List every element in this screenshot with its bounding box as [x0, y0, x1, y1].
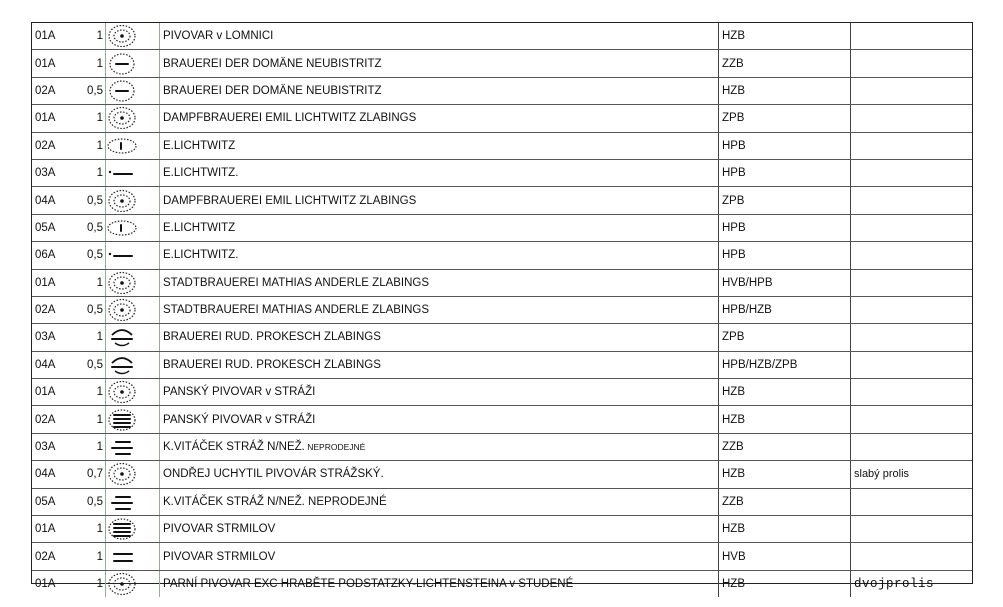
note-cell	[851, 77, 973, 104]
stamp-cell	[106, 406, 160, 433]
brewery-name-cell	[160, 50, 719, 77]
brewery-name: BRAUEREI DER DOMÄNE NEUBISTRITZ	[163, 57, 382, 70]
table-row	[32, 50, 972, 77]
brewery-name: PIVOVAR v LOMNICI	[163, 30, 274, 43]
round-dotted-stamp-icon	[106, 24, 159, 48]
round-dotted-stamp-icon	[106, 271, 159, 295]
stamp-cell	[106, 461, 160, 488]
type-cell: HPB	[719, 242, 851, 269]
catalog-sheet	[31, 22, 973, 591]
brewery-name: E.LICHTWITZ	[163, 221, 236, 234]
stamp-cell	[106, 488, 160, 515]
table-row	[32, 406, 972, 433]
table-row	[32, 242, 972, 269]
code-cell: 04A	[32, 461, 70, 488]
code-cell: 06A	[32, 242, 70, 269]
arc-stamp-icon	[106, 325, 159, 349]
brewery-name: E.LICHTWITZ.	[163, 167, 239, 180]
brewery-name: PIVOVAR STRMILOV	[163, 550, 276, 563]
brewery-name-cell	[160, 516, 719, 543]
brewery-name-cell	[160, 269, 719, 296]
brewery-name-cell	[160, 23, 719, 50]
code-cell: 03A	[32, 433, 70, 460]
type-cell: HPB	[719, 159, 851, 186]
code-cell: 02A	[32, 543, 70, 570]
table-row	[32, 23, 972, 50]
code-cell: 01A	[32, 105, 70, 132]
quantity-cell: 0,5	[70, 77, 106, 104]
note-cell	[851, 50, 973, 77]
code-cell: 01A	[32, 269, 70, 296]
brewery-name-cell	[160, 570, 719, 597]
quantity-cell: 1	[70, 50, 106, 77]
type-cell: HVB	[719, 543, 851, 570]
quantity-cell: 0,7	[70, 461, 106, 488]
table-row	[32, 296, 972, 323]
lines-stamp-icon	[106, 490, 159, 514]
code-cell: 05A	[32, 488, 70, 515]
note-cell	[851, 242, 973, 269]
quantity-cell: 1	[70, 23, 106, 50]
line-stamp-icon	[106, 161, 159, 185]
round-dotted-stamp-icon	[106, 462, 159, 486]
oval-stamp-icon	[106, 79, 159, 103]
code-cell: 01A	[32, 50, 70, 77]
striped-oval-stamp-icon	[106, 408, 159, 432]
brewery-name: STADTBRAUEREI MATHIAS ANDERLE ZLABINGS	[163, 276, 430, 289]
stamp-cell	[106, 214, 160, 241]
note-cell	[851, 488, 973, 515]
oval-stamp-icon	[106, 52, 159, 76]
quantity-cell: 0,5	[70, 296, 106, 323]
code-cell: 02A	[32, 132, 70, 159]
stamp-cell	[106, 543, 160, 570]
stamp-cell	[106, 351, 160, 378]
quantity-cell: 1	[70, 379, 106, 406]
type-cell: HZB	[719, 77, 851, 104]
stamp-cell	[106, 433, 160, 460]
note-cell: slabý prolis	[851, 461, 973, 488]
table-row	[32, 488, 972, 515]
oval-dotted-stamp-icon	[106, 216, 159, 240]
quantity-cell: 1	[96, 578, 103, 590]
type-cell: HPB/HZB/ZPB	[719, 351, 851, 378]
arc-stamp-icon	[106, 353, 159, 377]
quantity-cell: 0,5	[70, 187, 106, 214]
note-cell	[851, 23, 973, 50]
type-cell: HZB	[719, 406, 851, 433]
code-cell: 03A	[32, 324, 70, 351]
table-row	[32, 379, 972, 406]
quantity-cell: 1	[70, 269, 106, 296]
type-cell: ZPB	[719, 187, 851, 214]
round-dotted-stamp-icon	[106, 189, 159, 213]
stamp-cell	[106, 516, 160, 543]
note-cell	[851, 159, 973, 186]
code-cell: 02A	[32, 77, 70, 104]
brewery-name: K.VITÁČEK STRÁŽ N/NEŽ. NEPRODEJNÉ	[163, 495, 387, 508]
quantity-cell: 0,5	[70, 351, 106, 378]
quantity-cell: 1	[70, 516, 106, 543]
brewery-name-cell	[160, 461, 719, 488]
table-row	[32, 269, 972, 296]
type-cell: HZB	[719, 516, 851, 543]
quantity-cell: 1	[70, 105, 106, 132]
stamp-cell	[106, 324, 160, 351]
stamp-cell	[106, 570, 160, 597]
round-dotted-stamp-icon	[106, 298, 159, 322]
note-cell	[851, 269, 973, 296]
brewery-name-cell	[160, 159, 719, 186]
stamp-cell	[106, 296, 160, 323]
type-cell: HPB	[719, 132, 851, 159]
stamp-cell	[106, 50, 160, 77]
table-row	[32, 214, 972, 241]
stamp-cell	[106, 379, 160, 406]
brewery-name: BRAUEREI DER DOMÄNE NEUBISTRITZ	[163, 84, 382, 97]
table-row	[32, 77, 972, 104]
stamp-cell	[106, 187, 160, 214]
brewery-name-cell	[160, 488, 719, 515]
oval-dotted-stamp-icon	[106, 134, 159, 158]
type-cell: ZPB	[719, 324, 851, 351]
table-body	[32, 23, 972, 597]
brewery-name-cell	[160, 242, 719, 269]
table-row	[32, 187, 972, 214]
table-row	[32, 351, 972, 378]
brewery-name: BRAUEREI RUD. PROKESCH ZLABINGS	[163, 358, 381, 371]
note-cell	[851, 351, 973, 378]
brewery-name: STADTBRAUEREI MATHIAS ANDERLE ZLABINGS	[163, 304, 430, 317]
quantity-cell: 1	[70, 543, 106, 570]
quantity-cell: 0,5	[70, 214, 106, 241]
quantity-cell: 0,5	[70, 488, 106, 515]
quantity-cell: 1	[70, 132, 106, 159]
brewery-name: DAMPFBRAUEREI EMIL LICHTWITZ ZLABINGS	[163, 194, 417, 207]
type-cell: HPB/HZB	[719, 296, 851, 323]
brewery-name-cell	[160, 296, 719, 323]
brewery-name-cell	[160, 214, 719, 241]
code-cell: 04A	[32, 187, 70, 214]
table-row	[32, 516, 972, 543]
stamp-cell	[106, 269, 160, 296]
type-cell: ZZB	[719, 433, 851, 460]
quantity-cell: 1	[70, 433, 106, 460]
round-dotted-stamp-icon	[106, 572, 159, 596]
note-cell	[851, 296, 973, 323]
stamp-cell	[106, 159, 160, 186]
note-cell	[851, 214, 973, 241]
brewery-name: K.VITÁČEK STRÁŽ N/NEŽ.	[163, 441, 305, 454]
brewery-name-cell	[160, 543, 719, 570]
brewery-name-cell	[160, 379, 719, 406]
table-row	[32, 132, 972, 159]
brewery-name-cell	[160, 187, 719, 214]
quantity-cell: 1	[70, 159, 106, 186]
code-cell: 02A	[32, 406, 70, 433]
code-cell: 01A	[35, 578, 56, 590]
brewery-name: PARNÍ PIVOVAR EXC HRABĚTE PODSTATZKY-LICHTENSTEINA v STUDENÉ	[163, 578, 574, 590]
round-dotted-stamp-icon	[106, 106, 159, 130]
brewery-name-cell	[160, 132, 719, 159]
code-cell: 01A	[32, 379, 70, 406]
brewery-name-cell	[160, 433, 719, 460]
note-cell	[851, 406, 973, 433]
code-cell: 03A	[32, 159, 70, 186]
note-cell	[851, 105, 973, 132]
table-row	[32, 433, 972, 460]
note-cell	[851, 324, 973, 351]
brewery-name-cell	[160, 406, 719, 433]
striped-oval-stamp-icon	[106, 517, 159, 541]
type-cell: ZZB	[719, 50, 851, 77]
quantity-cell: 1	[70, 406, 106, 433]
brewery-name: PANSKÝ PIVOVAR v STRÁŽI	[163, 386, 316, 399]
stamp-cell	[106, 77, 160, 104]
line-stamp-icon	[106, 243, 159, 267]
type-cell: HZB	[719, 379, 851, 406]
table-row	[32, 543, 972, 570]
round-dotted-stamp-icon	[106, 380, 159, 404]
type-cell: HZB	[719, 23, 851, 50]
table-row	[32, 570, 972, 597]
type-cell: HZB	[719, 461, 851, 488]
code-cell: 01A	[32, 23, 70, 50]
stamp-cell	[106, 23, 160, 50]
brewery-name: PIVOVAR STRMILOV	[163, 523, 276, 536]
quantity-cell: 1	[70, 324, 106, 351]
note-cell	[851, 187, 973, 214]
brewery-name: DAMPFBRAUEREI EMIL LICHTWITZ ZLABINGS	[163, 112, 417, 125]
stamp-table	[32, 23, 972, 597]
two-lines-stamp-icon	[106, 545, 159, 569]
code-cell: 01A	[32, 516, 70, 543]
code-cell: 04A	[32, 351, 70, 378]
brewery-name: PANSKÝ PIVOVAR v STRÁŽI	[163, 413, 316, 426]
note-cell	[851, 379, 973, 406]
brewery-name-cell	[160, 105, 719, 132]
stamp-cell	[106, 132, 160, 159]
type-cell: HPB	[719, 214, 851, 241]
brewery-name-cell	[160, 77, 719, 104]
table-row	[32, 324, 972, 351]
note-cell	[851, 516, 973, 543]
lines-stamp-icon	[106, 435, 159, 459]
brewery-name: BRAUEREI RUD. PROKESCH ZLABINGS	[163, 331, 381, 344]
brewery-name-note: NEPRODEJNÉ	[304, 442, 366, 453]
note-cell	[851, 543, 973, 570]
type-cell: HVB/HPB	[719, 269, 851, 296]
type-cell: ZZB	[719, 488, 851, 515]
brewery-name: E.LICHTWITZ	[163, 139, 236, 152]
code-cell: 02A	[32, 296, 70, 323]
brewery-name: E.LICHTWITZ.	[163, 249, 239, 262]
stamp-cell	[106, 105, 160, 132]
table-row	[32, 105, 972, 132]
type-cell: HZB	[719, 570, 851, 597]
note-cell	[851, 132, 973, 159]
note-cell	[851, 433, 973, 460]
brewery-name-cell	[160, 351, 719, 378]
code-cell: 05A	[32, 214, 70, 241]
note-cell: dvojprolis	[851, 570, 973, 597]
stamp-cell	[106, 242, 160, 269]
table-row	[32, 461, 972, 488]
table-row	[32, 159, 972, 186]
brewery-name: ONDŘEJ UCHYTIL PIVOVÁR STRÁŽSKÝ.	[163, 468, 384, 481]
type-cell: ZPB	[719, 105, 851, 132]
brewery-name-cell	[160, 324, 719, 351]
quantity-cell: 0,5	[70, 242, 106, 269]
